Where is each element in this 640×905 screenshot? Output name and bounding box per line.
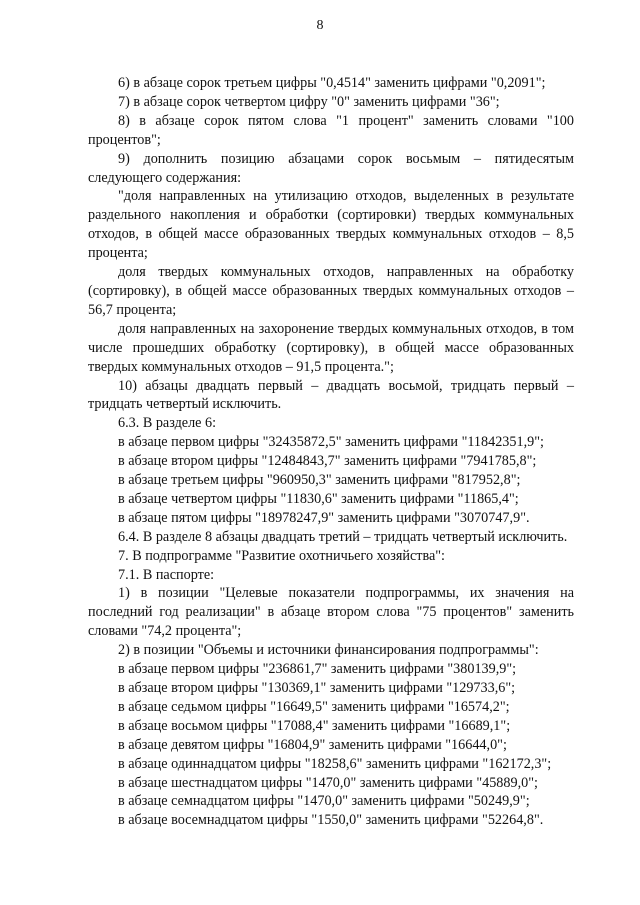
paragraph: в абзаце девятом цифры "16804,9" заменить цифрами "16644,0"; [118,736,507,753]
paragraph: в абзаце семнадцатом цифры "1470,0" заменить цифрами "50249,9"; [118,793,530,810]
paragraph: в абзаце первом цифры "236861,7" заменить цифрами "380139,9"; [118,661,517,678]
paragraph: "доля направленных на утилизацию отходов, выделенных в результате раздельного накопления и обработки (сортировки) твердых коммунальных отходов, в общей массе образованных твердых коммунальных отходов – 8,5 процента; [88,188,574,262]
paragraph: 7) в абзаце сорок четвертом цифру "0" заменить цифрами "36"; [118,93,500,110]
paragraph: в абзаце седьмом цифры "16649,5" заменить цифрами "16574,2"; [118,698,510,715]
paragraph: в абзаце четвертом цифры "11830,6" заменить цифрами "11865,4"; [118,490,519,507]
paragraph: доля направленных на захоронение твердых коммунальных отходов, в том числе прошедших обработку (сортировку), в общей массе образованных твердых коммунальных отходов – 91,5 процента."; [88,320,574,375]
paragraph: в абзаце восьмом цифры "17088,4" заменить цифрами "16689,1"; [118,717,511,734]
page-number: 8 [316,18,324,33]
paragraph: 6.3. В разделе 6: [118,415,217,432]
paragraph: в абзаце втором цифры "12484843,7" заменить цифрами "7941785,8"; [118,453,537,470]
paragraph: 8) в абзаце сорок пятом слова "1 процент" заменить словами "100 процентов"; [88,112,574,148]
document-body [88,74,574,830]
paragraph: 6) в абзаце сорок третьем цифры "0,4514" заменить цифрами "0,2091"; [118,75,546,91]
paragraph: 6.4. В разделе 8 абзацы двадцать третий – тридцать четвертый исключить. [118,528,568,545]
paragraph: 7.1. В паспорте: [118,566,215,583]
paragraph: 7. В подпрограмме "Развитие охотничьего хозяйства": [118,547,445,564]
paragraph: доля твердых коммунальных отходов, направленных на обработку (сортировку), в общей массе образованных твердых коммунальных отходов – 56,7 процента; [88,264,574,318]
paragraph: 9) дополнить позицию абзацами сорок восьмым – пятидесятым следующего содержания: [88,150,574,186]
paragraph: в абзаце третьем цифры "960950,3" заменить цифрами "817952,8"; [118,472,521,489]
paragraph: 1) в позиции "Целевые показатели подпрограммы, их значения на последний год реализации" в абзаце втором слова "75 процентов" заменить словами "74,2 процента"; [88,585,574,640]
paragraph: в абзаце шестнадцатом цифры "1470,0" заменить цифрами "45889,0"; [118,774,538,791]
paragraph: в абзаце одиннадцатом цифры "18258,6" заменить цифрами "162172,3"; [118,755,552,772]
paragraph: в абзаце пятом цифры "18978247,9" заменить цифрами "3070747,9". [118,509,530,526]
paragraph: 10) абзацы двадцать первый – двадцать восьмой, тридцать первый – тридцать четвертый исключить. [88,377,574,413]
paragraph: в абзаце втором цифры "130369,1" заменить цифрами "129733,6"; [118,680,516,696]
paragraph: в абзаце первом цифры "32435872,5" заменить цифрами "11842351,9"; [118,434,544,451]
paragraph: 2) в позиции "Объемы и источники финансирования подпрограммы": [118,642,539,659]
paragraph: в абзаце восемнадцатом цифры "1550,0" заменить цифрами "52264,8". [118,812,544,829]
